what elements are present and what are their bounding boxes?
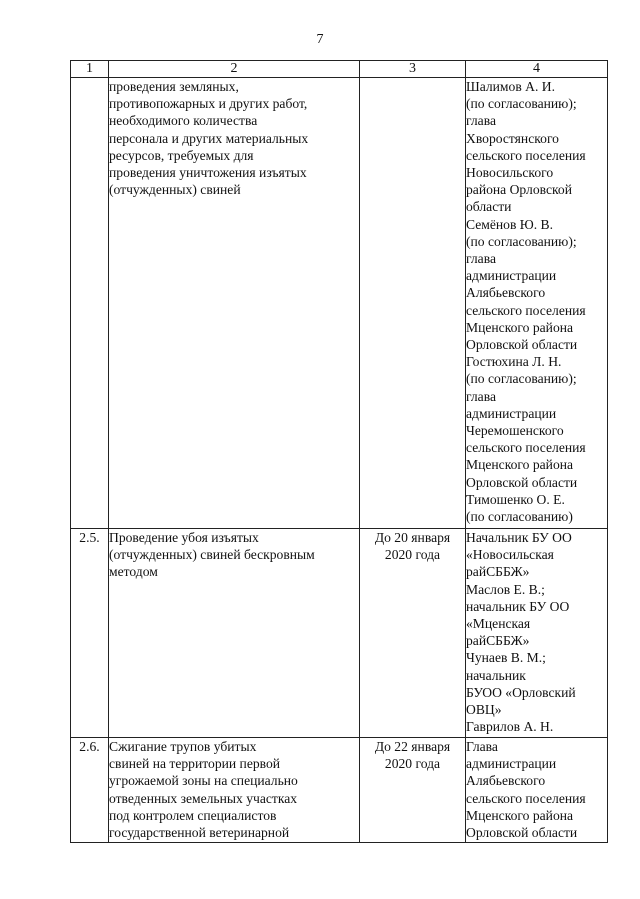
- table-row: [71, 78, 608, 529]
- action-cell: Проведение убоя изъятых (отчужденных) свиней бескровным методом: [109, 529, 360, 738]
- responsible-cell: Начальник БУ ОО «Новосильская райСББЖ» Маслов Е. В.; начальник БУ ОО «Мценская райСББЖ» Чунаев В. М.; начальник БУОО «Орловский ОВЦ» Гаврилов А. Н.: [466, 529, 608, 738]
- action-cell: проведения земляных, противопожарных и других работ, необходимого количества персонала и других материальных ресурсов, требуемых для проведения уничтожения изъятых (отчужденных) свиней: [109, 78, 360, 529]
- column-header-4: 4: [466, 61, 608, 78]
- column-header-3: 3: [360, 61, 466, 78]
- page-number: 7: [316, 32, 324, 47]
- table-header-row: [71, 61, 608, 78]
- responsible-cell: Глава администрации Алябьевского сельского поселения Мценского района Орловской области: [466, 738, 608, 843]
- column-header-2: 2: [109, 61, 360, 78]
- row-number: [71, 78, 109, 529]
- row-number: 2.5.: [71, 529, 109, 738]
- action-cell: Сжигание трупов убитых свиней на территории первой угрожаемой зоны на специально отведенных земельных участках под контролем специалистов государственной ветеринарной: [109, 738, 360, 843]
- responsible-cell: Шалимов А. И. (по согласованию); глава Хворостянского сельского поселения Новосильского района Орловской области Семёнов Ю. В. (по согласованию); глава администрации Алябьевского сельского поселения Мценского района Орловской области Гостюхина Л. Н. (по согласованию); глава администрации Черемошенского сельского поселения Мценского района Орловской области Тимошенко О. Е. (по согласованию): [466, 78, 608, 529]
- deadline-cell: До 22 января 2020 года: [360, 738, 466, 843]
- activity-table: [70, 60, 608, 843]
- deadline-cell: [360, 78, 466, 529]
- column-header-1: 1: [71, 61, 109, 78]
- deadline-cell: До 20 января 2020 года: [360, 529, 466, 738]
- table-row: [71, 738, 608, 843]
- table-row: [71, 529, 608, 738]
- row-number: 2.6.: [71, 738, 109, 843]
